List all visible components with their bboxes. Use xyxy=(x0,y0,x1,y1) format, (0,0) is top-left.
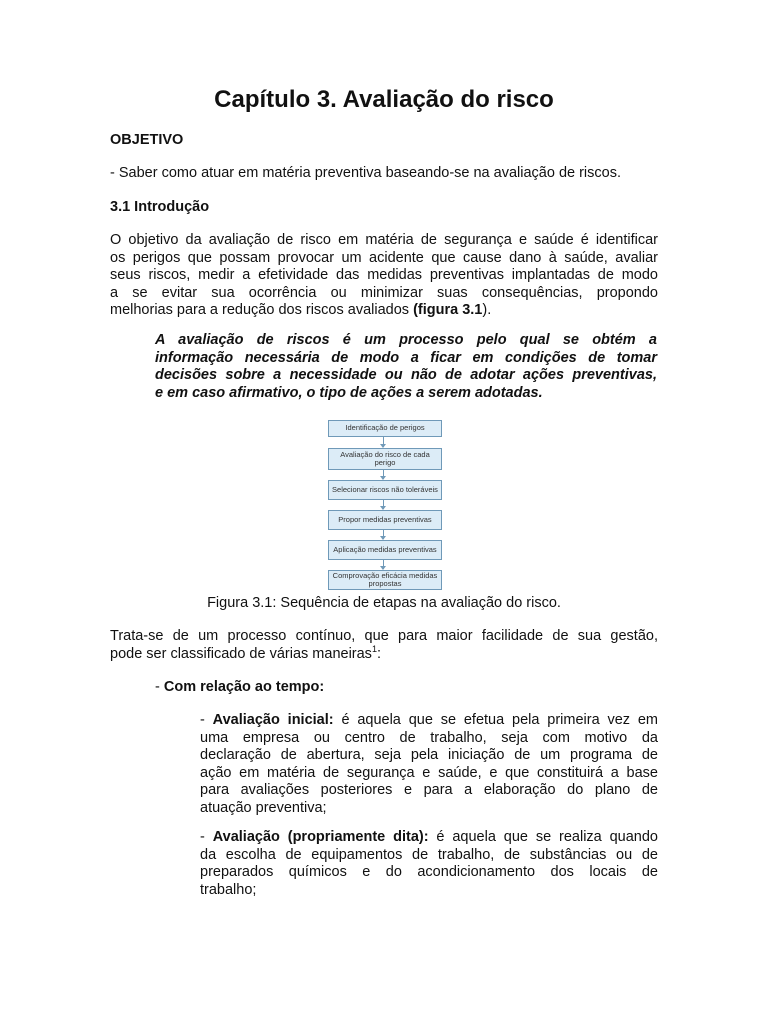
quote-line: informação necessária de modo a ficar em condições de tomar xyxy=(155,349,657,366)
flow-step-6: Comprovação eficácia medidas propostas xyxy=(328,570,442,590)
subsection-title: Com relação ao tempo: xyxy=(163,679,325,695)
list-dash: - xyxy=(155,679,164,695)
item-line: da escolha de equipamentos de trabalho, de substâncias ou de xyxy=(200,846,658,863)
intro-paragraph xyxy=(110,232,658,320)
paragraph-line: seus riscos, medir a efetividade das medidas preventivas implantadas de modo xyxy=(110,267,658,284)
flow-arrow xyxy=(383,560,384,569)
flow-arrow xyxy=(383,530,384,539)
figure-reference: (figura 3.1 xyxy=(413,302,483,319)
flow-arrow xyxy=(383,470,384,479)
list-dash: - xyxy=(200,829,213,845)
item-line: preparados químicos e do acondicionamento dos locais de xyxy=(200,864,658,881)
quote-line: e em caso afirmativo, o tipo de ações a serem adotadas. xyxy=(155,384,543,401)
paragraph-line: O objetivo da avaliação de risco em matéria de segurança e saúde é identificar xyxy=(110,232,658,248)
item-line: atuação preventiva; xyxy=(200,799,327,816)
item-first-line xyxy=(200,829,658,847)
paragraph-line: Trata-se de um processo contínuo, que para maior facilidade de sua gestão, xyxy=(110,628,658,644)
subsection-heading xyxy=(155,679,324,697)
quote-line: A avaliação de riscos é um processo pelo qual se obtém a xyxy=(155,332,657,348)
flow-step-2: Avaliação do risco de cada perigo xyxy=(328,448,442,470)
page-title: Capítulo 3. Avaliação do risco xyxy=(214,86,554,113)
paragraph-end: : xyxy=(376,645,381,662)
flow-step-1: Identificação de perigos xyxy=(328,420,442,437)
item-first-line xyxy=(200,712,658,730)
list-item-avaliacao-inicial xyxy=(200,712,658,818)
paragraph-text: pode ser classificado de várias maneiras xyxy=(110,645,372,662)
section-heading: 3.1 Introdução xyxy=(110,199,210,215)
objetivo-text: - Saber como atuar em matéria preventiva baseando-se na avaliação de riscos. xyxy=(110,165,621,181)
item-term: Avaliação (propriamente dita): xyxy=(212,829,429,845)
continuation-paragraph xyxy=(110,628,658,663)
item-text: é aquela que se realiza quando xyxy=(428,829,658,845)
flow-step-3: Selecionar riscos não toleráveis xyxy=(328,480,442,500)
paragraph-line xyxy=(110,302,658,320)
risk-assessment-flowchart xyxy=(326,418,444,592)
item-text: é aquela que se efetua pela primeira vez em xyxy=(333,712,658,728)
item-term: Avaliação inicial: xyxy=(212,712,334,728)
footnote-marker: 1 xyxy=(371,643,377,654)
figure-caption: Figura 3.1: Sequência de etapas na avaliação do risco. xyxy=(207,595,561,611)
paragraph-line: os perigos que possam provocar um acidente que cause dano à saúde, avaliar xyxy=(110,249,658,266)
item-line: uma empresa ou centro de trabalho, seja com motivo da xyxy=(200,729,658,746)
list-dash: - xyxy=(200,712,213,728)
item-line: ação em matéria de segurança e saúde, e que constituirá a base xyxy=(200,764,658,781)
paragraph-line xyxy=(110,643,658,664)
paragraph-text: melhorias para a redução dos riscos avaliados xyxy=(110,302,410,319)
flow-arrow xyxy=(383,437,384,447)
flow-arrow xyxy=(383,500,384,509)
item-line: para avaliações posteriores e para a elaboração do plano de xyxy=(200,782,658,799)
item-line: declaração de abertura, seja pela iniciação de um programa de xyxy=(200,747,658,764)
paragraph-line: a se evitar sua ocorrência ou minimizar suas consequências, propondo xyxy=(110,284,658,301)
flow-step-4: Propor medidas preventivas xyxy=(328,510,442,530)
quote-line: decisões sobre a necessidade ou não de adotar ações preventivas, xyxy=(155,367,657,384)
item-line: trabalho; xyxy=(200,881,257,898)
flow-step-5: Aplicação medidas preventivas xyxy=(328,540,442,560)
objetivo-heading: OBJETIVO xyxy=(110,132,184,148)
highlighted-quote xyxy=(155,332,657,402)
paragraph-end: ). xyxy=(482,302,492,319)
list-item-avaliacao-propriamente-dita xyxy=(200,829,658,899)
